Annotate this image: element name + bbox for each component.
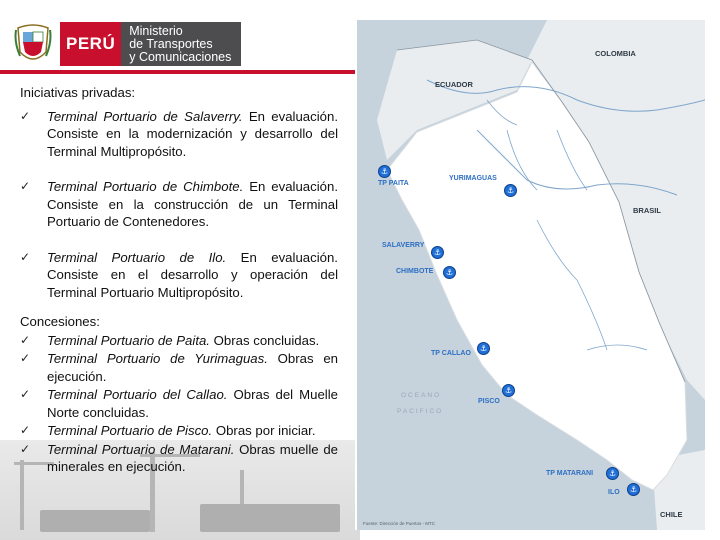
port-name: Terminal Portuario de Salaverry. (47, 108, 243, 124)
anchor-icon: ⚓ (378, 165, 391, 178)
anchor-icon: ⚓ (606, 467, 619, 480)
port-label-chimbote: CHIMBOTE (396, 268, 434, 275)
header-divider (0, 70, 355, 74)
content-column (20, 84, 338, 476)
checkmark-icon: ✓ (20, 332, 31, 347)
port-name: Terminal Portuario de Chimbote. (47, 179, 244, 194)
ministry-line-2: de Transportes (129, 36, 213, 51)
ministry-name (121, 22, 241, 66)
checkmark-icon: ✓ (20, 351, 31, 365)
list-item (20, 386, 338, 421)
list-item (20, 332, 338, 350)
port-label-yurimaguas: YURIMAGUAS (449, 175, 497, 182)
port-description: Obras muelle de minerales en ejecución. (47, 441, 338, 474)
port-name: Terminal Portuario de Yurimaguas. (47, 351, 268, 366)
port-label-callao: TP CALLAO (431, 350, 471, 357)
peru-ports-map (355, 20, 705, 530)
port-label-matarani: TP MATARANI (546, 470, 594, 477)
ocean-label-line-2: PACIFICO (397, 408, 444, 415)
checkmark-icon: ✓ (20, 249, 31, 264)
anchor-icon: ⚓ (627, 483, 640, 496)
concessions-section (20, 313, 338, 476)
list-item (20, 249, 338, 302)
private-initiatives-title: Iniciativas privadas: (20, 85, 136, 100)
port-label-ilo: ILO (608, 489, 620, 496)
ocean-label-line-1: OCEANO (401, 392, 442, 399)
port-label-pisco: PISCO (478, 398, 500, 405)
port-name: Terminal Portuario de Ilo. (47, 249, 227, 265)
peru-label: PERÚ (60, 22, 121, 66)
anchor-icon: ⚓ (477, 342, 490, 355)
port-label-paita: TP PAITA (378, 180, 409, 187)
anchor-icon: ⚓ (443, 266, 456, 279)
checkmark-icon: ✓ (20, 179, 31, 193)
coat-of-arms-icon (14, 22, 52, 66)
anchor-icon: ⚓ (502, 384, 515, 397)
port-name: Terminal Portuario de Paita. (47, 332, 210, 348)
port-description: Obras concluidas. (209, 332, 320, 348)
checkmark-icon: ✓ (20, 387, 31, 401)
list-item (20, 422, 338, 440)
anchor-icon: ⚓ (431, 246, 444, 259)
list-item (20, 108, 338, 161)
port-description: Obras del Muelle Norte concluidas. (47, 387, 338, 420)
port-description: Obras por iniciar. (212, 423, 316, 438)
chile-label: CHILE (660, 510, 683, 519)
port-description: En evaluación. Consiste en la modernización y desarrollo del Terminal Multipropósito. (47, 108, 338, 159)
ministry-line-3: y Comunicaciones (129, 49, 232, 64)
port-label-salaverry: SALAVERRY (382, 242, 425, 249)
port-name: Terminal Portuario del Callao. (47, 387, 228, 402)
port-description: Obras en ejecución. (47, 351, 338, 384)
port-name: Terminal Portuario de Pisco. (47, 423, 213, 438)
port-name: Terminal Portuario de Matarani. (47, 441, 235, 457)
checkmark-icon: ✓ (20, 441, 31, 456)
concessions-title: Concesiones: (20, 314, 100, 329)
list-item (20, 178, 338, 231)
map-graphic (357, 20, 705, 530)
ministry-logo (14, 18, 241, 70)
map-source-note: Fuente: Dirección de Puertos - MTC (363, 521, 436, 526)
ministry-line-1: Ministerio (129, 23, 183, 38)
port-description: En evaluación. Consiste en el desarrollo y operación del Terminal Portuario Multipropósito. (47, 249, 338, 300)
ecuador-label: ECUADOR (435, 80, 473, 89)
port-description: En evaluación. Consiste en la construcción de un Terminal Portuario de Contenedores. (47, 179, 338, 229)
checkmark-icon: ✓ (20, 108, 31, 123)
anchor-icon: ⚓ (504, 184, 517, 197)
colombia-label: COLOMBIA (595, 49, 636, 58)
brasil-label: BRASIL (633, 206, 661, 215)
list-item (20, 441, 338, 476)
private-initiatives-section (20, 84, 338, 301)
list-item (20, 350, 338, 385)
checkmark-icon: ✓ (20, 423, 31, 437)
